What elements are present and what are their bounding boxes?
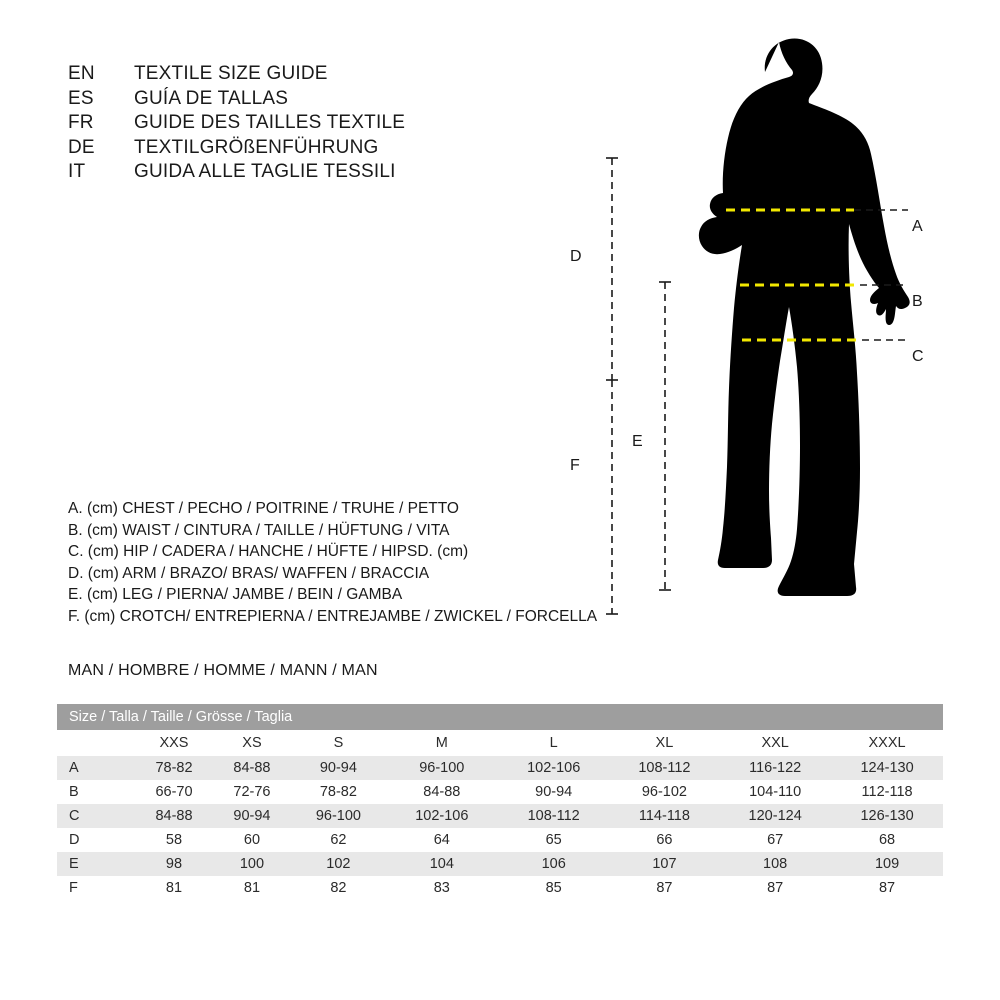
table-column-xxl: XXL	[719, 730, 831, 756]
table-cell: 107	[610, 852, 720, 876]
table-header-row	[57, 704, 943, 730]
table-row	[57, 756, 943, 780]
table-cell: 68	[831, 828, 943, 852]
dimension-f	[606, 380, 618, 614]
table-row-label-f: F	[57, 876, 135, 900]
table-cell: 60	[213, 828, 291, 852]
title-row	[68, 160, 528, 185]
table-cell: 87	[831, 876, 943, 900]
table-cell: 81	[135, 876, 213, 900]
table-row	[57, 876, 943, 900]
table-cell: 116-122	[719, 756, 831, 780]
dimension-e	[659, 282, 671, 590]
table-cell: 82	[291, 876, 386, 900]
table-cell: 66-70	[135, 780, 213, 804]
table-cell: 114-118	[610, 804, 720, 828]
title-text-en: TEXTILE SIZE GUIDE	[134, 63, 328, 84]
table-row-label-b: B	[57, 780, 135, 804]
table-cell: 65	[498, 828, 610, 852]
legend-item-c: C. (cm) HIP / CADERA / HANCHE / HÜFTE / HIPSD. (cm)	[68, 543, 469, 560]
size-table	[57, 704, 943, 900]
title-lang-de: DE	[68, 136, 95, 158]
title-row	[68, 62, 528, 87]
table-cell: 109	[831, 852, 943, 876]
table-row	[57, 780, 943, 804]
table-cell: 96-100	[386, 756, 498, 780]
table-cell: 112-118	[831, 780, 943, 804]
dimension-label-a: A	[912, 218, 923, 235]
table-header-title: Size / Talla / Taille / Grösse / Taglia	[57, 704, 943, 730]
table-cell: 108	[719, 852, 831, 876]
table-cell: 85	[498, 876, 610, 900]
table-cell: 102-106	[386, 804, 498, 828]
table-cell: 102	[291, 852, 386, 876]
table-cell: 78-82	[291, 780, 386, 804]
table-column-m: M	[386, 730, 498, 756]
table-cell: 90-94	[213, 804, 291, 828]
table-cell: 84-88	[213, 756, 291, 780]
table-column-xxs: XXS	[135, 730, 213, 756]
table-cell: 120-124	[719, 804, 831, 828]
table-cell: 84-88	[386, 780, 498, 804]
man-silhouette-shape	[699, 39, 910, 596]
table-row-label-e: E	[57, 852, 135, 876]
title-lang-es: ES	[68, 87, 94, 109]
table-column-l: L	[498, 730, 610, 756]
table-cell: 90-94	[291, 756, 386, 780]
legend-item-f: F. (cm) CROTCH/ ENTREPIERNA / ENTREJAMBE / ZWICKEL / FORCELLA	[68, 607, 598, 625]
table-row	[57, 804, 943, 828]
table-cell: 108-112	[610, 756, 720, 780]
dimension-label-f: F	[570, 457, 580, 474]
table-cell: 62	[291, 828, 386, 852]
title-block	[68, 62, 528, 185]
table-cell: 106	[498, 852, 610, 876]
title-text-es: GUÍA DE TALLAS	[134, 87, 289, 109]
table-cell: 108-112	[498, 804, 610, 828]
dimension-label-e: E	[632, 433, 643, 450]
table-column-xxxl: XXXL	[831, 730, 943, 756]
table-row-label-c: C	[57, 804, 135, 828]
dimension-label-c: C	[912, 348, 924, 365]
table-cell: 87	[719, 876, 831, 900]
table-cell: 87	[610, 876, 720, 900]
title-lang-it: IT	[68, 161, 86, 182]
table-cell: 66	[610, 828, 720, 852]
table-row-label-a: A	[57, 756, 135, 780]
dimension-d	[606, 158, 618, 380]
table-cell: 126-130	[831, 804, 943, 828]
dimension-label-b: B	[912, 293, 923, 310]
table-cell: 67	[719, 828, 831, 852]
title-text-fr: GUIDE DES TAILLES TEXTILE	[134, 112, 406, 133]
table-cell: 78-82	[135, 756, 213, 780]
title-lang-fr: FR	[68, 112, 94, 133]
table-cell: 102-106	[498, 756, 610, 780]
legend-item-b: B. (cm) WAIST / CINTURA / TAILLE / HÜFTUNG / VITA	[68, 521, 450, 539]
table-cell: 81	[213, 876, 291, 900]
table-cell: 104-110	[719, 780, 831, 804]
table-cell: 83	[386, 876, 498, 900]
table-row	[57, 852, 943, 876]
table-cell: 98	[135, 852, 213, 876]
title-row	[68, 111, 528, 136]
table-cell: 96-102	[610, 780, 720, 804]
legend-item-a: A. (cm) CHEST / PECHO / POITRINE / TRUHE / PETTO	[68, 500, 459, 517]
title-lang-en: EN	[68, 63, 95, 84]
table-cell: 96-100	[291, 804, 386, 828]
table-cell: 84-88	[135, 804, 213, 828]
table-cell: 100	[213, 852, 291, 876]
legend-block	[68, 498, 628, 627]
table-column-s: S	[291, 730, 386, 756]
title-text-de: TEXTILGRÖßENFÜHRUNG	[134, 136, 379, 158]
dimension-label-d: D	[570, 248, 582, 265]
table-column-xl: XL	[610, 730, 720, 756]
table-row-label-d: D	[57, 828, 135, 852]
title-row	[68, 136, 528, 161]
table-cell: 58	[135, 828, 213, 852]
gender-label: MAN / HOMBRE / HOMME / MANN / MAN	[68, 662, 378, 679]
table-row	[57, 828, 943, 852]
title-row	[68, 87, 528, 112]
table-cell: 104	[386, 852, 498, 876]
table-column-xs: XS	[213, 730, 291, 756]
table-cell: 64	[386, 828, 498, 852]
table-cell: 90-94	[498, 780, 610, 804]
table-cell: 124-130	[831, 756, 943, 780]
legend-item-e: E. (cm) LEG / PIERNA/ JAMBE / BEIN / GAMBA	[68, 586, 403, 603]
table-corner-cell	[57, 730, 135, 756]
title-text-it: GUIDA ALLE TAGLIE TESSILI	[134, 161, 396, 182]
legend-item-d: D. (cm) ARM / BRAZO/ BRAS/ WAFFEN / BRACCIA	[68, 564, 430, 582]
silhouette-figure	[560, 20, 990, 670]
table-cell: 72-76	[213, 780, 291, 804]
table-column-row	[57, 730, 943, 756]
